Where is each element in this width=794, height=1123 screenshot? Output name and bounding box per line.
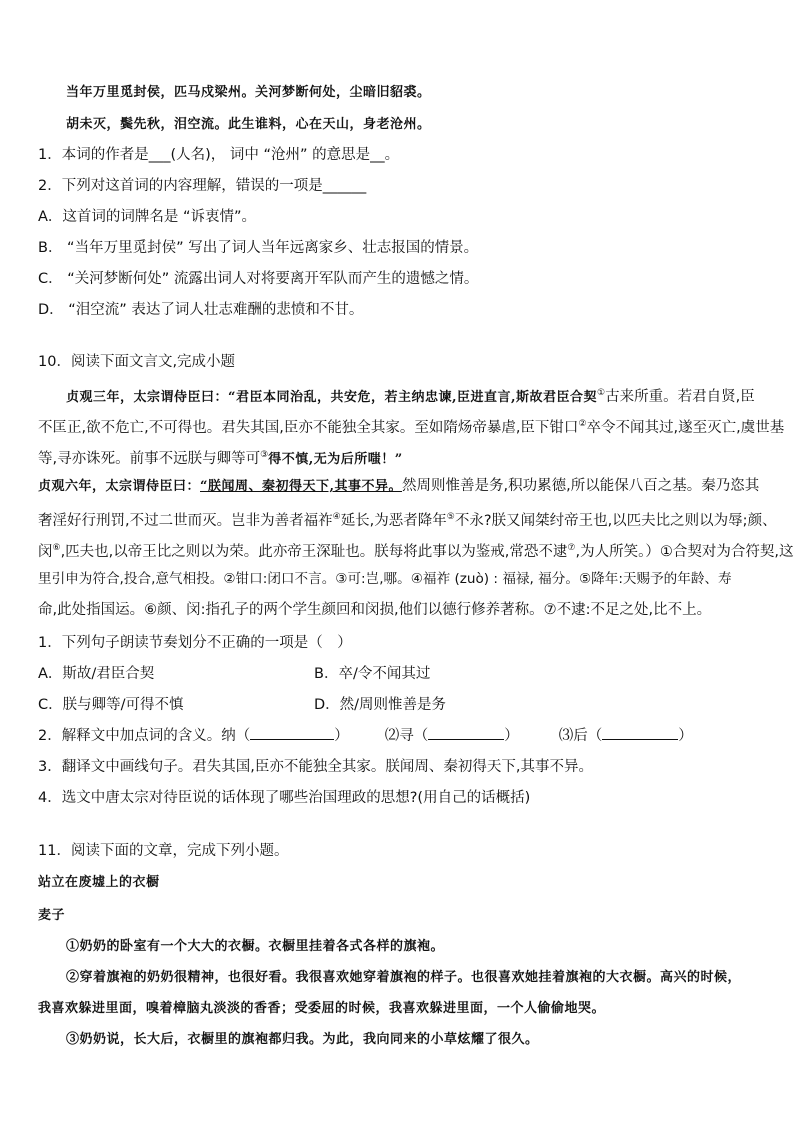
q10-sub3: 3．翻译文中画线句子。君失其国,臣亦不能独全其家。朕闻周、秦初得天下,其事不异。 [38, 759, 593, 775]
answer-blank-1[interactable] [250, 739, 334, 740]
note-marker-6: ⑥ [52, 543, 61, 553]
q10-passage1-line3 [38, 445, 403, 470]
q10-notes-line2: 命,此处指国运。⑥颜、闵:指孔子的两个学生颜回和闵损,他们以德行修养著称。⑦不逮:不足之处,比不上。 [38, 602, 712, 618]
q11-paragraph-2-line2: 我喜欢躲进里面，嗅着樟脑丸淡淡的香香；受委屈的时候，我喜欢躲进里面，一个人偷偷地哭。 [38, 1001, 606, 1016]
answer-blank-3[interactable] [602, 739, 678, 740]
q10-p1-line2-end: 卒令不闻其过,遂至灭亡,虞世基 [586, 419, 785, 436]
q10-p1-line3-end: 得不慎,无为后所嗤！” [268, 451, 403, 467]
q10-p2-line3-end: ,为人所笑。）①合契对为合符契,这 [575, 543, 794, 560]
q10-p1-intro: 贞观三年，太宗谓侍臣曰： [66, 389, 229, 405]
q11-article-author: 麦子 [38, 908, 66, 923]
q10-sub2-close3: ） [678, 728, 693, 744]
note-marker-7: ⑦ [567, 543, 576, 553]
poem-line-1: 当年万里觅封侯，匹马戍梁州。关河梦断何处，尘暗旧貂裘。 [66, 85, 431, 100]
note-marker-5: ⑤ [446, 512, 455, 522]
answer-blank-2[interactable] [428, 739, 504, 740]
q10-passage2-line3 [38, 538, 793, 562]
q10-p2-intro: 贞观六年，太宗谓侍臣曰： [38, 479, 201, 494]
q10-option-c: C．朕与卿等/可得不慎 [38, 697, 184, 713]
q10-notes-line1: 里引申为符合,投合,意气相投。②钳口:闭口不言。③可:岂,哪。④福祚 (zuò) : 福禄, 福分。⑤降年:天赐予的年龄、寿 [38, 571, 732, 587]
note-marker-1: ① [597, 388, 606, 398]
note-marker-3: ③ [260, 450, 269, 460]
q10-passage2-line1 [38, 476, 759, 497]
note-marker-4: ④ [332, 512, 341, 522]
q10-p1-quote-start: “君臣本同治乱，共安危，若主纳忠谏,臣进直言,斯故君臣合契 [228, 389, 598, 405]
q10-p2-line1-end: 然周则惟善是务,积功累德,所以能保八百之基。秦乃恣其 [402, 478, 760, 494]
note-marker-2: ② [578, 419, 587, 429]
q10-p2-underlined: “朕闻周、秦初得天下,其事不异。 [200, 479, 403, 494]
q10-sub1: 1．下列句子朗读节奏划分不正确的一项是（ ） [38, 635, 352, 651]
q10-sub2-lead: 2．解释文中加点词的含义。纳（ [38, 728, 251, 744]
q11-paragraph-3: ③奶奶说，长大后，衣橱里的旗袍都归我。为此，我向同来的小草炫耀了很久。 [66, 1032, 539, 1047]
q10-p2-line3-start: 闵 [38, 543, 53, 560]
q10-p2-line2-text: 奢淫好行刑罚,不过二世而灭。岂非为善者福祚 [38, 512, 333, 529]
q9-sub1: 1．本词的作者是___(人名)， 词中 “沧州” 的意思是__。 [38, 147, 400, 163]
q10-p2-line2-end: 不永?朕又闻桀纣帝王也,以匹夫比之则以为辱;颜、 [454, 512, 777, 529]
q10-sub2-item2: ⑵寻（ [384, 728, 429, 744]
q9-option-a: A．这首词的词牌名是 “诉衷情”。 [38, 209, 257, 225]
q11-article-title: 站立在废墟上的衣橱 [38, 875, 160, 890]
q10-passage2-line2 [38, 507, 777, 531]
q10-passage1-line1 [66, 383, 755, 408]
q9-sub2: 2．下列对这首词的内容理解，错误的一项是______ [38, 178, 367, 194]
q10-p1-line2-text: 不匡正,欲不危亡,不可得也。君失其国,臣亦不能独全其家。至如隋炀帝暴虐,臣下钳口 [38, 419, 579, 436]
q10-p2-line2-mid: 延长,为恶者降年 [340, 512, 447, 529]
q10-heading: 10．阅读下面文言文,完成小题 [38, 354, 236, 370]
q10-sub2-item3: ⑶后（ [558, 728, 603, 744]
q11-paragraph-2-line1: ②穿着旗袍的奶奶很精神，也很好看。我很喜欢她穿着旗袍的样子。也很喜欢她挂着旗袍的大衣橱。高兴的时候， [66, 970, 742, 985]
q10-option-a: A．斯故/君臣合契 [38, 666, 155, 682]
q10-passage1-line2 [38, 414, 784, 438]
q10-p1-line1-end: 古来所重。若君自贤,臣 [605, 388, 755, 405]
q10-sub2-close1: ） [334, 728, 349, 744]
q10-sub2-close2: ） [504, 728, 519, 744]
q11-heading: 11．阅读下面的文章，完成下列小题。 [38, 843, 289, 859]
q9-option-c: C． “关河梦断何处” 流露出词人对将要离开军队而产生的遗憾之情。 [38, 271, 479, 287]
q10-option-b: B．卒/令不闻其过 [314, 666, 431, 682]
q11-paragraph-1: ①奶奶的卧室有一个大大的衣橱。衣橱里挂着各式各样的旗袍。 [66, 939, 445, 954]
q10-option-d: D．然/周则惟善是务 [314, 697, 447, 713]
poem-line-2: 胡未灭，鬓先秋，泪空流。此生谁料，心在天山，身老沧州。 [66, 117, 431, 132]
q10-p1-line3-text: 等,寻亦诛死。前事不远朕与卿等可 [38, 450, 261, 467]
q10-sub4: 4．选文中唐太宗对待臣说的话体现了哪些治国理政的思想?(用自己的话概括) [38, 790, 531, 806]
q9-option-d: D． “泪空流” 表达了词人壮志难酬的悲愤和不甘。 [38, 302, 364, 318]
q10-sub2 [38, 726, 693, 746]
q10-p2-line3-mid: ,匹夫也,以帝王比之则以为荣。此亦帝王深耻也。朕每将此事以为鉴戒,常恐不逮 [60, 543, 568, 560]
q9-option-b: B． “当年万里觅封侯” 写出了词人当年远离家乡、壮志报国的情景。 [38, 240, 479, 256]
